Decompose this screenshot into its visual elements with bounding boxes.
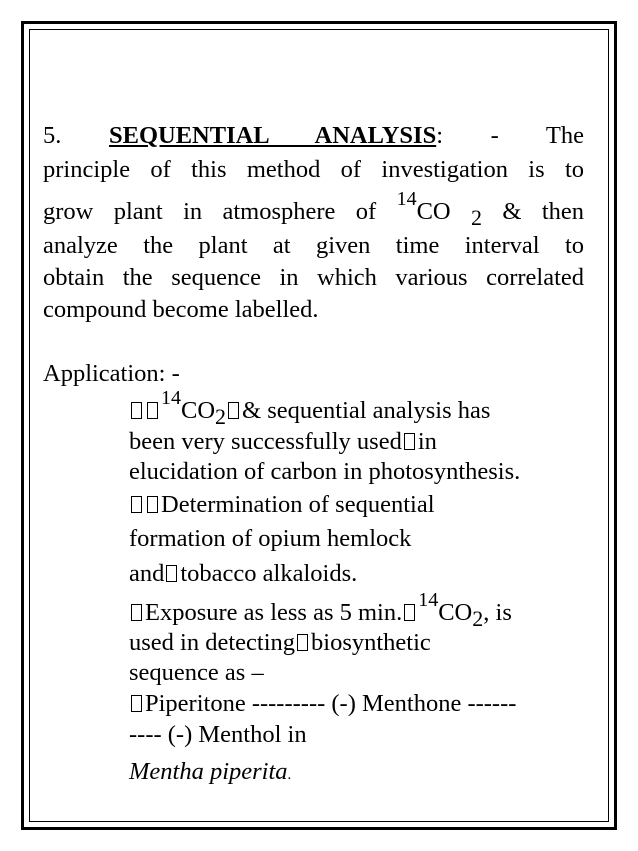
missing-glyph-icon [166,565,177,582]
species-period: . [287,767,292,783]
application-label: Application: - [43,360,180,387]
heading-line [43,119,584,154]
bullet1-mass-number: 14 [161,387,181,409]
bullet3-co: CO [438,599,473,626]
formula-subscript: 2 [471,205,483,230]
intro-line-4: obtain the sequence in which various correlated [43,264,584,291]
bullet3-line1-b: , is [483,599,512,626]
bullet3-subscript: 2 [472,606,484,631]
bullet3-line5: ---- (-) Menthol in [129,721,307,748]
missing-glyph-icon [147,402,158,419]
bullet1-line2-b: in [417,428,437,455]
bullet2-line3-b: tobacco alkaloids. [180,560,358,587]
missing-glyph-icon [131,402,142,419]
bullet2-line3 [129,557,357,591]
bullet3-line4-text: Piperitone --------- (-) Menthone ------ [145,690,517,717]
bullet3-line1-a: Exposure as less as 5 min. [145,599,403,626]
bullet3-line2 [129,626,431,660]
bullet3-line6 [129,755,291,792]
intro-line-3: analyze the plant at given time interval to [43,232,584,259]
missing-glyph-icon [297,634,308,651]
formula-tail: & then [502,198,584,225]
species-name: Mentha piperita [129,758,288,785]
missing-glyph-icon [404,433,415,450]
intro-line-5: compound become labelled. [43,296,319,323]
formula-co: CO [416,198,451,225]
bullet1-line1 [129,387,491,429]
missing-glyph-icon [404,604,415,621]
missing-glyph-icon [131,695,142,712]
missing-glyph-icon [131,604,142,621]
heading-number: 5. [43,122,62,149]
missing-glyph-icon [228,402,239,419]
bullet1-rest: & sequential analysis has [242,397,491,424]
intro-line-2 [43,188,584,231]
bullet3-line3: sequence as – [129,659,264,686]
bullet3-line4 [129,687,516,721]
intro-line-1: principle of this method of investigation is to [43,156,584,183]
bullet1-line2-a: been very successfully used [129,428,402,455]
intro-line-2-text: grow plant in atmosphere of [43,198,377,225]
missing-glyph-icon [147,496,158,513]
heading-title: SEQUENTIAL ANALYSIS [108,122,437,149]
bullet3-line2-b: biosynthetic [311,629,431,656]
bullet3-mass-number: 14 [418,589,439,611]
bullet1-co: CO [181,397,216,424]
bullet2-line2: formation of opium hemlock [129,525,412,552]
bullet2-line1 [129,488,435,522]
bullet2-line3-a: and [129,560,165,587]
heading-suffix: : - The [436,122,585,149]
bullet1-line3: elucidation of carbon in photosynthesis. [129,458,521,485]
missing-glyph-icon [131,496,142,513]
bullet3-line2-a: used in detecting [129,629,296,656]
bullet2-line1-text: Determination of sequential [161,491,435,518]
formula-mass-number: 14 [396,188,417,210]
bullet1-line2 [129,425,437,459]
bullet1-subscript: 2 [215,404,227,429]
